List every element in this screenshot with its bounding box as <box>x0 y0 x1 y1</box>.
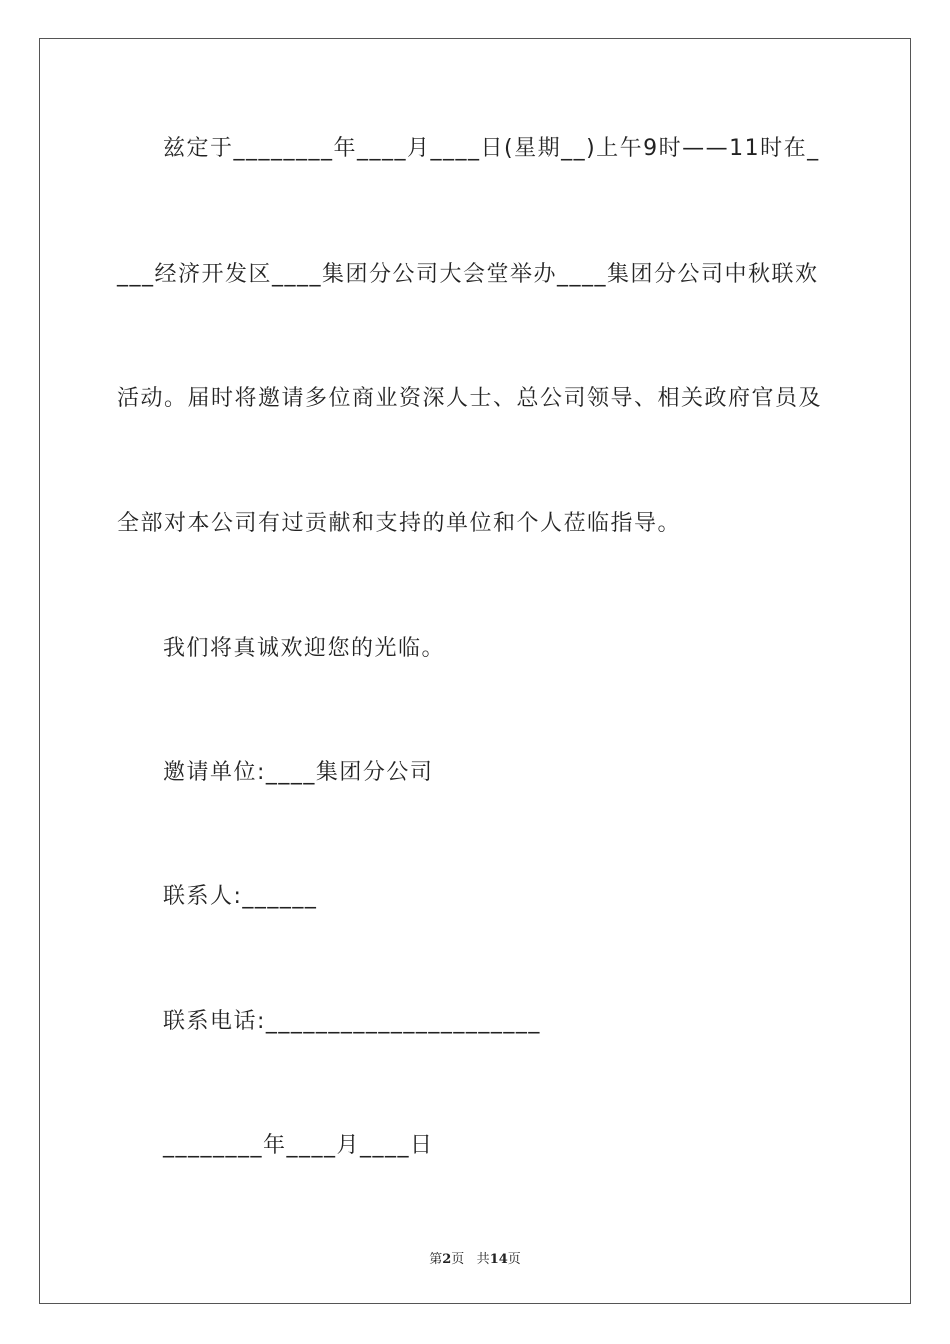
page-border <box>39 38 911 1304</box>
page-footer <box>0 1248 950 1267</box>
welcome-line: 我们将真诚欢迎您的光临。 <box>163 636 446 661</box>
footer-total-suffix: 页 <box>507 1252 521 1267</box>
footer-page-number: 2 <box>442 1252 452 1267</box>
contact-person-line: 联系人:______ <box>163 884 318 909</box>
body-line-1: 兹定于________年____月____日(星期__)上午9时——11时在_ <box>163 136 820 161</box>
footer-page-prefix: 第 <box>429 1252 443 1267</box>
footer-page-suffix: 页 <box>451 1252 465 1267</box>
body-line-3: 活动。届时将邀请多位商业资深人士、总公司领导、相关政府官员及 <box>117 386 823 411</box>
contact-phone-line: 联系电话:______________________ <box>163 1009 541 1034</box>
body-line-2: ___经济开发区____集团分公司大会堂举办____集团分公司中秋联欢 <box>117 262 819 287</box>
footer-total-prefix: 共 <box>476 1252 490 1267</box>
body-line-4: 全部对本公司有过贡献和支持的单位和个人莅临指导。 <box>117 511 682 536</box>
footer-total-pages: 14 <box>489 1252 508 1267</box>
date-line: ________年____月____日 <box>163 1133 434 1158</box>
inviter-line: 邀请单位:____集团分公司 <box>163 760 434 785</box>
